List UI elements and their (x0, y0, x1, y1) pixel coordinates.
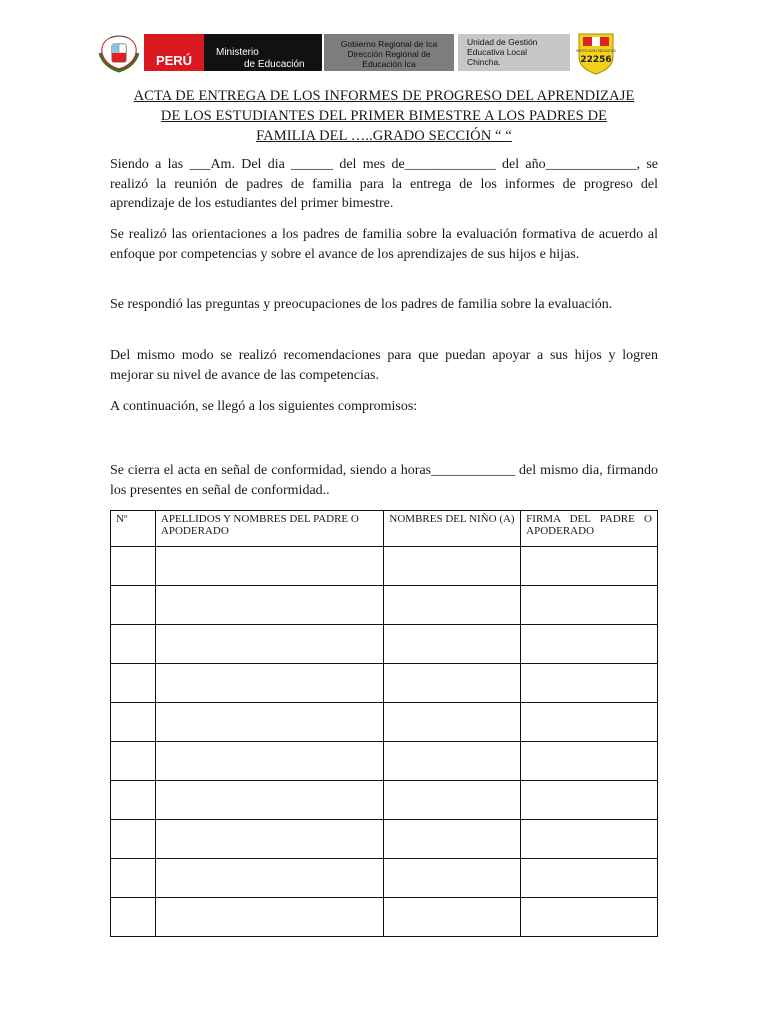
cell-child-name (384, 625, 521, 664)
cell-child-name (384, 781, 521, 820)
cell-number (111, 781, 156, 820)
cell-number (111, 625, 156, 664)
paragraph-closing: Se cierra el acta en señal de conformidad, siendo a horas____________ del mismo dia, firmando los presentes en señal de conformidad.. (110, 463, 658, 498)
header-signature: FIRMA DEL PADRE O APODERADO (521, 511, 658, 547)
svg-text:INSTITUCIÓN EDUCATIVA: INSTITUCIÓN EDUCATIVA (576, 49, 616, 53)
cell-parent-name (155, 547, 384, 586)
cell-signature (521, 547, 658, 586)
signature-table (110, 510, 658, 937)
cell-signature (521, 664, 658, 703)
cell-child-name (384, 859, 521, 898)
paragraph-meeting-date: Siendo a las ___Am. Del dia ______ del mes de_____________ del año_____________, se realizó la reunión de padres de familia para la entrega de los informes de progreso del aprendizaje de los estudiantes del primer bimestre. (110, 157, 658, 211)
cell-number (111, 859, 156, 898)
paragraph-commitments: A continuación, se llegó a los siguientes compromisos: (110, 399, 418, 414)
table-row (111, 859, 658, 898)
cell-signature (521, 781, 658, 820)
gore-line-1: Gobierno Regional de Ica (340, 39, 438, 49)
cell-number (111, 820, 156, 859)
cell-child-name (384, 547, 521, 586)
cell-number (111, 586, 156, 625)
cell-parent-name (155, 625, 384, 664)
paragraph-questions: Se respondió las preguntas y preocupaciones de los padres de familia sobre la evaluación. (110, 297, 613, 312)
cell-parent-name (155, 820, 384, 859)
cell-signature (521, 625, 658, 664)
table-row (111, 703, 658, 742)
table-row (111, 664, 658, 703)
ugel-line-2: Educativa Local (467, 47, 528, 57)
cell-parent-name (155, 664, 384, 703)
cell-parent-name (155, 859, 384, 898)
cell-signature (521, 742, 658, 781)
table-row (111, 820, 658, 859)
ugel-line-3: Chincha. (467, 57, 501, 67)
school-shield-icon (576, 31, 616, 75)
title-line-3: FAMILIA DEL …..GRADO SECCIÓN “ “ (256, 128, 512, 144)
table-row (111, 898, 658, 937)
title-line-1: ACTA DE ENTREGA DE LOS INFORMES DE PROGRESO DEL APRENDIZAJE (133, 88, 635, 104)
cell-number (111, 742, 156, 781)
ministry-line-2: de Educación (244, 59, 305, 70)
paragraph-orientations: Se realizó las orientaciones a los padres de familia sobre la evaluación formativa de acuerdo al enfoque por competencias y sobre el avance de los aprendizajes de sus hijos e hijas. (110, 227, 658, 262)
cell-signature (521, 586, 658, 625)
cell-number (111, 703, 156, 742)
cell-signature (521, 820, 658, 859)
gore-line-2: Dirección Regional de (347, 49, 431, 59)
cell-child-name (384, 703, 521, 742)
cell-parent-name (155, 703, 384, 742)
cell-parent-name (155, 586, 384, 625)
table-row (111, 586, 658, 625)
table-body (111, 547, 658, 937)
table-row (111, 547, 658, 586)
header-parent-name: APELLIDOS Y NOMBRES DEL PADRE O APODERADO (155, 511, 384, 547)
header-child-name: NOMBRES DEL NIÑO (A) (384, 511, 521, 547)
regional-government-label (324, 34, 454, 71)
title-line-2: DE LOS ESTUDIANTES DEL PRIMER BIMESTRE A LOS PADRES DE (160, 108, 608, 124)
cell-child-name (384, 586, 521, 625)
table-header-row (111, 511, 658, 547)
header-number: Nº (111, 511, 156, 547)
cell-signature (521, 859, 658, 898)
peru-label: PERÚ (144, 34, 204, 71)
peru-coat-of-arms-icon (96, 33, 142, 73)
table-row (111, 781, 658, 820)
ministry-label (204, 34, 322, 71)
cell-signature (521, 898, 658, 937)
cell-child-name (384, 820, 521, 859)
cell-child-name (384, 664, 521, 703)
paragraph-recommendations: Del mismo modo se realizó recomendaciones para que puedan apoyar a sus hijos y logren mejorar su nivel de avance de las competencias. (110, 348, 658, 383)
cell-number (111, 547, 156, 586)
ugel-line-1: Unidad de Gestión (467, 37, 538, 47)
table-row (111, 625, 658, 664)
cell-number (111, 664, 156, 703)
cell-parent-name (155, 898, 384, 937)
cell-child-name (384, 898, 521, 937)
cell-parent-name (155, 742, 384, 781)
school-number: 22256 (580, 55, 612, 65)
ministry-line-1: Ministerio (216, 47, 259, 58)
cell-signature (521, 703, 658, 742)
cell-parent-name (155, 781, 384, 820)
table-row (111, 742, 658, 781)
document-title (100, 86, 668, 146)
ugel-label (458, 34, 570, 71)
header-banner (96, 33, 616, 73)
cell-child-name (384, 742, 521, 781)
cell-number (111, 898, 156, 937)
gore-line-3: Educación Ica (362, 59, 416, 69)
